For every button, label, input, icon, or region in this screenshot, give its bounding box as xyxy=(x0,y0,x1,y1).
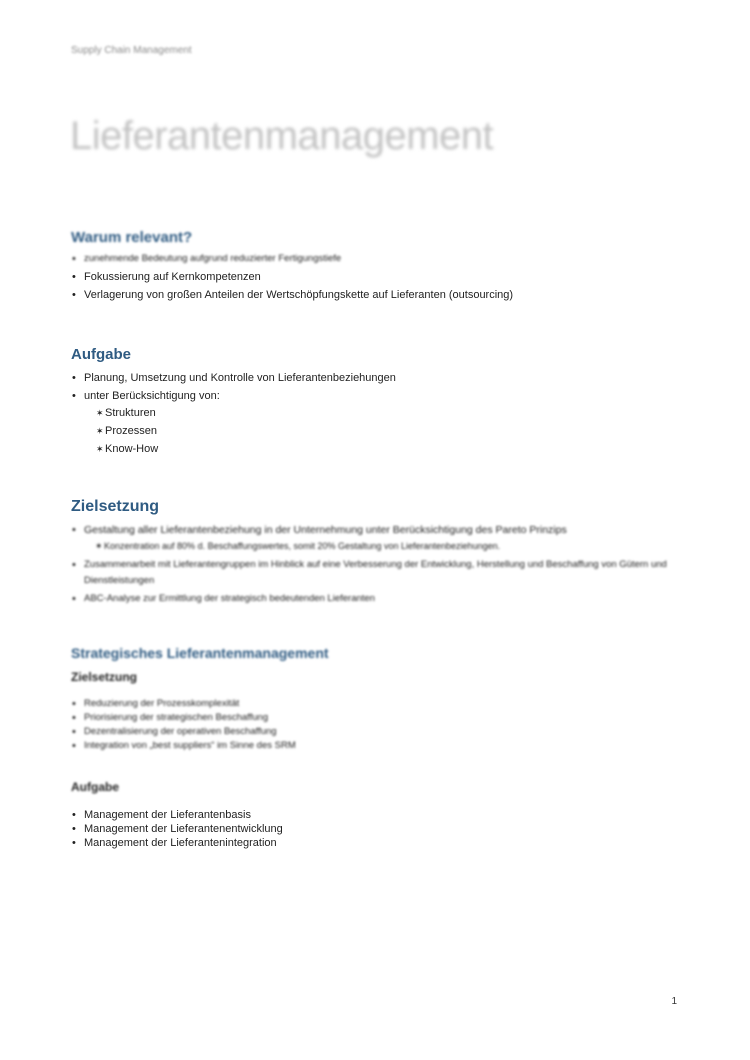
section-heading-strategic: Strategisches Lieferantenmanagement xyxy=(71,645,329,661)
list-item: • Zusammenarbeit mit Lieferantengruppen im Hinblick auf eine Verbesserung der Entwicklung, Herstellung und Beschaffung von Gütern und Dienstleistungen xyxy=(71,557,688,589)
sub-list-item: ✶ Strukturen xyxy=(96,404,158,422)
sub-list-item: ✶ Prozessen xyxy=(96,422,158,440)
task-sub-list xyxy=(96,404,158,458)
page-title: Lieferantenmanagement xyxy=(70,114,494,158)
list-item: • zunehmende Bedeutung aufgrund reduzierter Fertigungstiefe xyxy=(71,250,513,268)
list-item: • unter Berücksichtigung von: xyxy=(71,387,396,405)
strategic-goal-list xyxy=(71,697,296,753)
sub-list-item: ✶ Konzentration auf 80% d. Beschaffungswertes, somit 20% Gestaltung von Lieferantenbeziehungen. xyxy=(95,538,691,555)
list-item: • Fokussierung auf Kernkompetenzen xyxy=(71,268,513,286)
list-item: • Reduzierung der Prozesskomplexität xyxy=(71,697,296,711)
page-number: 1 xyxy=(671,996,677,1007)
list-item: • Integration von „best suppliers“ im Sinne des SRM xyxy=(71,739,296,753)
list-item: • Planung, Umsetzung und Kontrolle von Lieferantenbeziehungen xyxy=(71,369,396,387)
list-item: • Gestaltung aller Lieferantenbeziehung in der Unternehmung unter Berücksichtigung des Pareto Prinzips xyxy=(71,522,691,538)
subheading-strategic-goal: Zielsetzung xyxy=(71,670,138,684)
subheading-strategic-task: Aufgabe xyxy=(71,780,119,794)
list-item: • Priorisierung der strategischen Beschaffung xyxy=(71,711,296,725)
goal-list xyxy=(71,522,691,609)
list-item: • ABC-Analyse zur Ermittlung der strategisch bedeutenden Lieferanten xyxy=(71,589,691,609)
running-header: Supply Chain Management xyxy=(71,45,192,56)
sub-list-item: ✶ Know-How xyxy=(96,440,158,458)
relevance-list xyxy=(71,250,513,304)
list-item: • Management der Lieferantenbasis xyxy=(71,808,283,822)
list-item: • Verlagerung von großen Anteilen der Wertschöpfungskette auf Lieferanten (outsourcing) xyxy=(71,286,513,304)
section-heading-task: Aufgabe xyxy=(71,346,131,363)
task-list xyxy=(71,369,396,405)
section-heading-relevance: Warum relevant? xyxy=(71,229,193,246)
list-item: • Management der Lieferantenentwicklung xyxy=(71,822,283,836)
list-item: • Dezentralisierung der operativen Beschaffung xyxy=(71,725,296,739)
section-heading-goal: Zielsetzung xyxy=(71,498,160,515)
list-item: • Management der Lieferantenintegration xyxy=(71,836,283,850)
strategic-task-list xyxy=(71,808,283,850)
